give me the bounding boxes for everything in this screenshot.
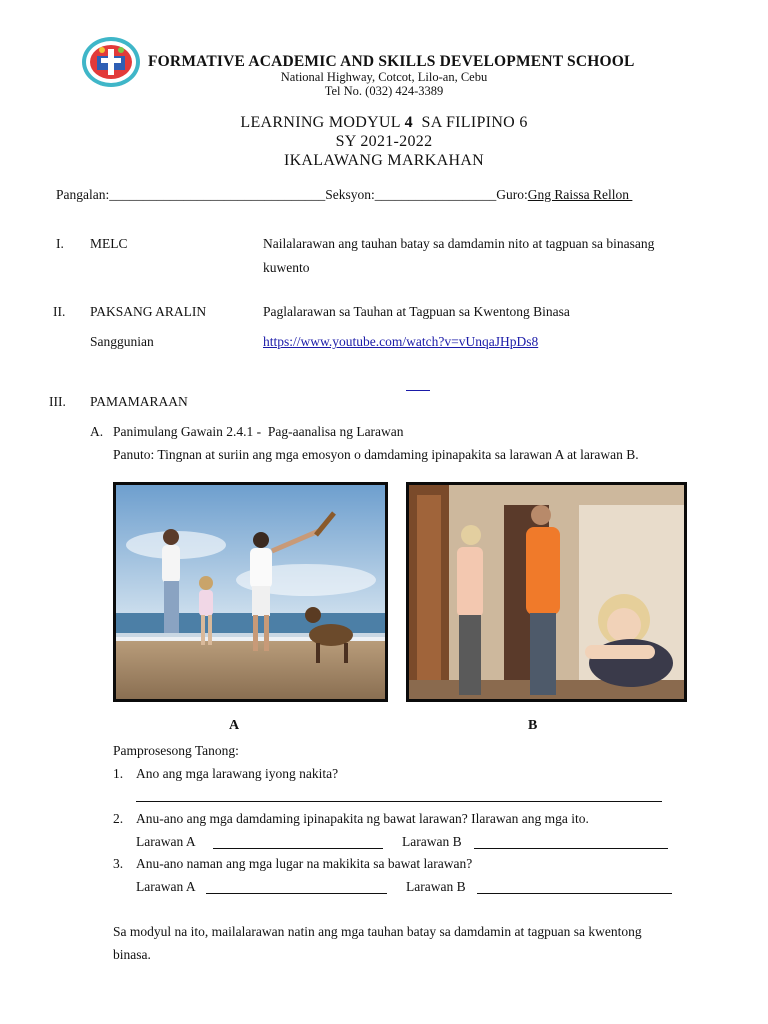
question-3-larawan-b-label: Larawan B — [406, 879, 466, 894]
question-2-larawan-b-label: Larawan B — [402, 834, 462, 849]
section-blank[interactable]: __________________ — [374, 187, 497, 202]
teacher-label: Guro: — [496, 187, 528, 202]
closing-line-2: binasa. — [113, 947, 151, 962]
paksa-text: Paglalarawan sa Tauhan at Tagpuan sa Kwentong Binasa — [263, 304, 570, 319]
school-year: SY 2021-2022 — [335, 133, 433, 150]
question-1-answer-line[interactable] — [136, 801, 662, 802]
question-2-larawan-a-blank[interactable] — [213, 848, 383, 849]
image-b-label: B — [528, 718, 538, 733]
question-2-text: Anu-ano ang mga damdaming ipinapakita ng bawat larawan? Ilarawan ang mga ito. — [136, 811, 589, 826]
melc-label: MELC — [90, 236, 128, 251]
melc-text-line-1: Nailalarawan ang tauhan batay sa damdamin nito at tagpuan sa binasang — [263, 236, 655, 251]
closing-line-1: Sa modyul na ito, mailalarawan natin ang mga tauhan batay sa damdamin at tagpuan sa kwentong — [113, 924, 642, 939]
paksa-number: II. — [53, 304, 66, 319]
question-2-number: 2. — [113, 811, 124, 826]
name-label: Pangalan: — [56, 187, 110, 202]
melc-number: I. — [56, 236, 64, 251]
sanggunian-label: Sanggunian — [90, 334, 154, 349]
blank-link-underline — [406, 390, 430, 391]
section-label: Seksyon: — [325, 187, 375, 202]
question-1-number: 1. — [113, 766, 124, 781]
school-name: FORMATIVE ACADEMIC AND SKILLS DEVELOPMENT SCHOOL — [148, 53, 635, 70]
question-3-larawan-b-blank[interactable] — [477, 893, 672, 894]
name-blank[interactable]: ________________________________ — [109, 187, 326, 202]
student-info-line — [56, 187, 632, 203]
image-a-happy-family-beach — [113, 482, 388, 702]
activity-instructions: Panuto: Tingnan at suriin ang mga emosyon o damdaming ipinapakita sa larawan A at larawan B. — [113, 447, 639, 462]
activity-letter: A. — [90, 424, 104, 439]
reference-link[interactable]: https://www.youtube.com/watch?v=vUnqaJHpDs8 — [263, 334, 539, 349]
question-3-larawan-a-label: Larawan A — [136, 879, 196, 894]
activity-title: Panimulang Gawain 2.4.1 - Pag-aanalisa ng Larawan — [113, 424, 404, 439]
module-title-suffix: SA FILIPINO 6 — [412, 114, 528, 131]
image-b-sad-child-arguing-parents — [406, 482, 687, 702]
question-3-larawan-a-blank[interactable] — [206, 893, 387, 894]
melc-text-line-2: kuwento — [263, 260, 310, 275]
question-3-text: Anu-ano naman ang mga lugar na makikita sa bawat larawan? — [136, 856, 473, 871]
school-address: National Highway, Cotcot, Lilo-an, Cebu — [280, 70, 488, 84]
pamamaraan-number: III. — [49, 394, 66, 409]
image-a-label: A — [229, 718, 240, 733]
questions-heading: Pamprosesong Tanong: — [113, 743, 239, 758]
module-title — [0, 113, 768, 133]
module-title-prefix: LEARNING MODYUL — [240, 114, 405, 131]
question-2-larawan-b-blank[interactable] — [474, 848, 668, 849]
school-telephone: Tel No. (032) 424-3389 — [324, 84, 444, 98]
paksa-label: PAKSANG ARALIN — [90, 304, 207, 319]
question-2-larawan-a-label: Larawan A — [136, 834, 196, 849]
question-1-text: Ano ang mga larawang iyong nakita? — [136, 766, 339, 781]
question-3-number: 3. — [113, 856, 124, 871]
quarter-title: IKALAWANG MARKAHAN — [283, 152, 485, 169]
module-number: 4 — [404, 114, 413, 131]
pamamaraan-label: PAMAMARAAN — [90, 394, 188, 409]
teacher-name: Gng Raissa Rellon — [527, 187, 633, 202]
